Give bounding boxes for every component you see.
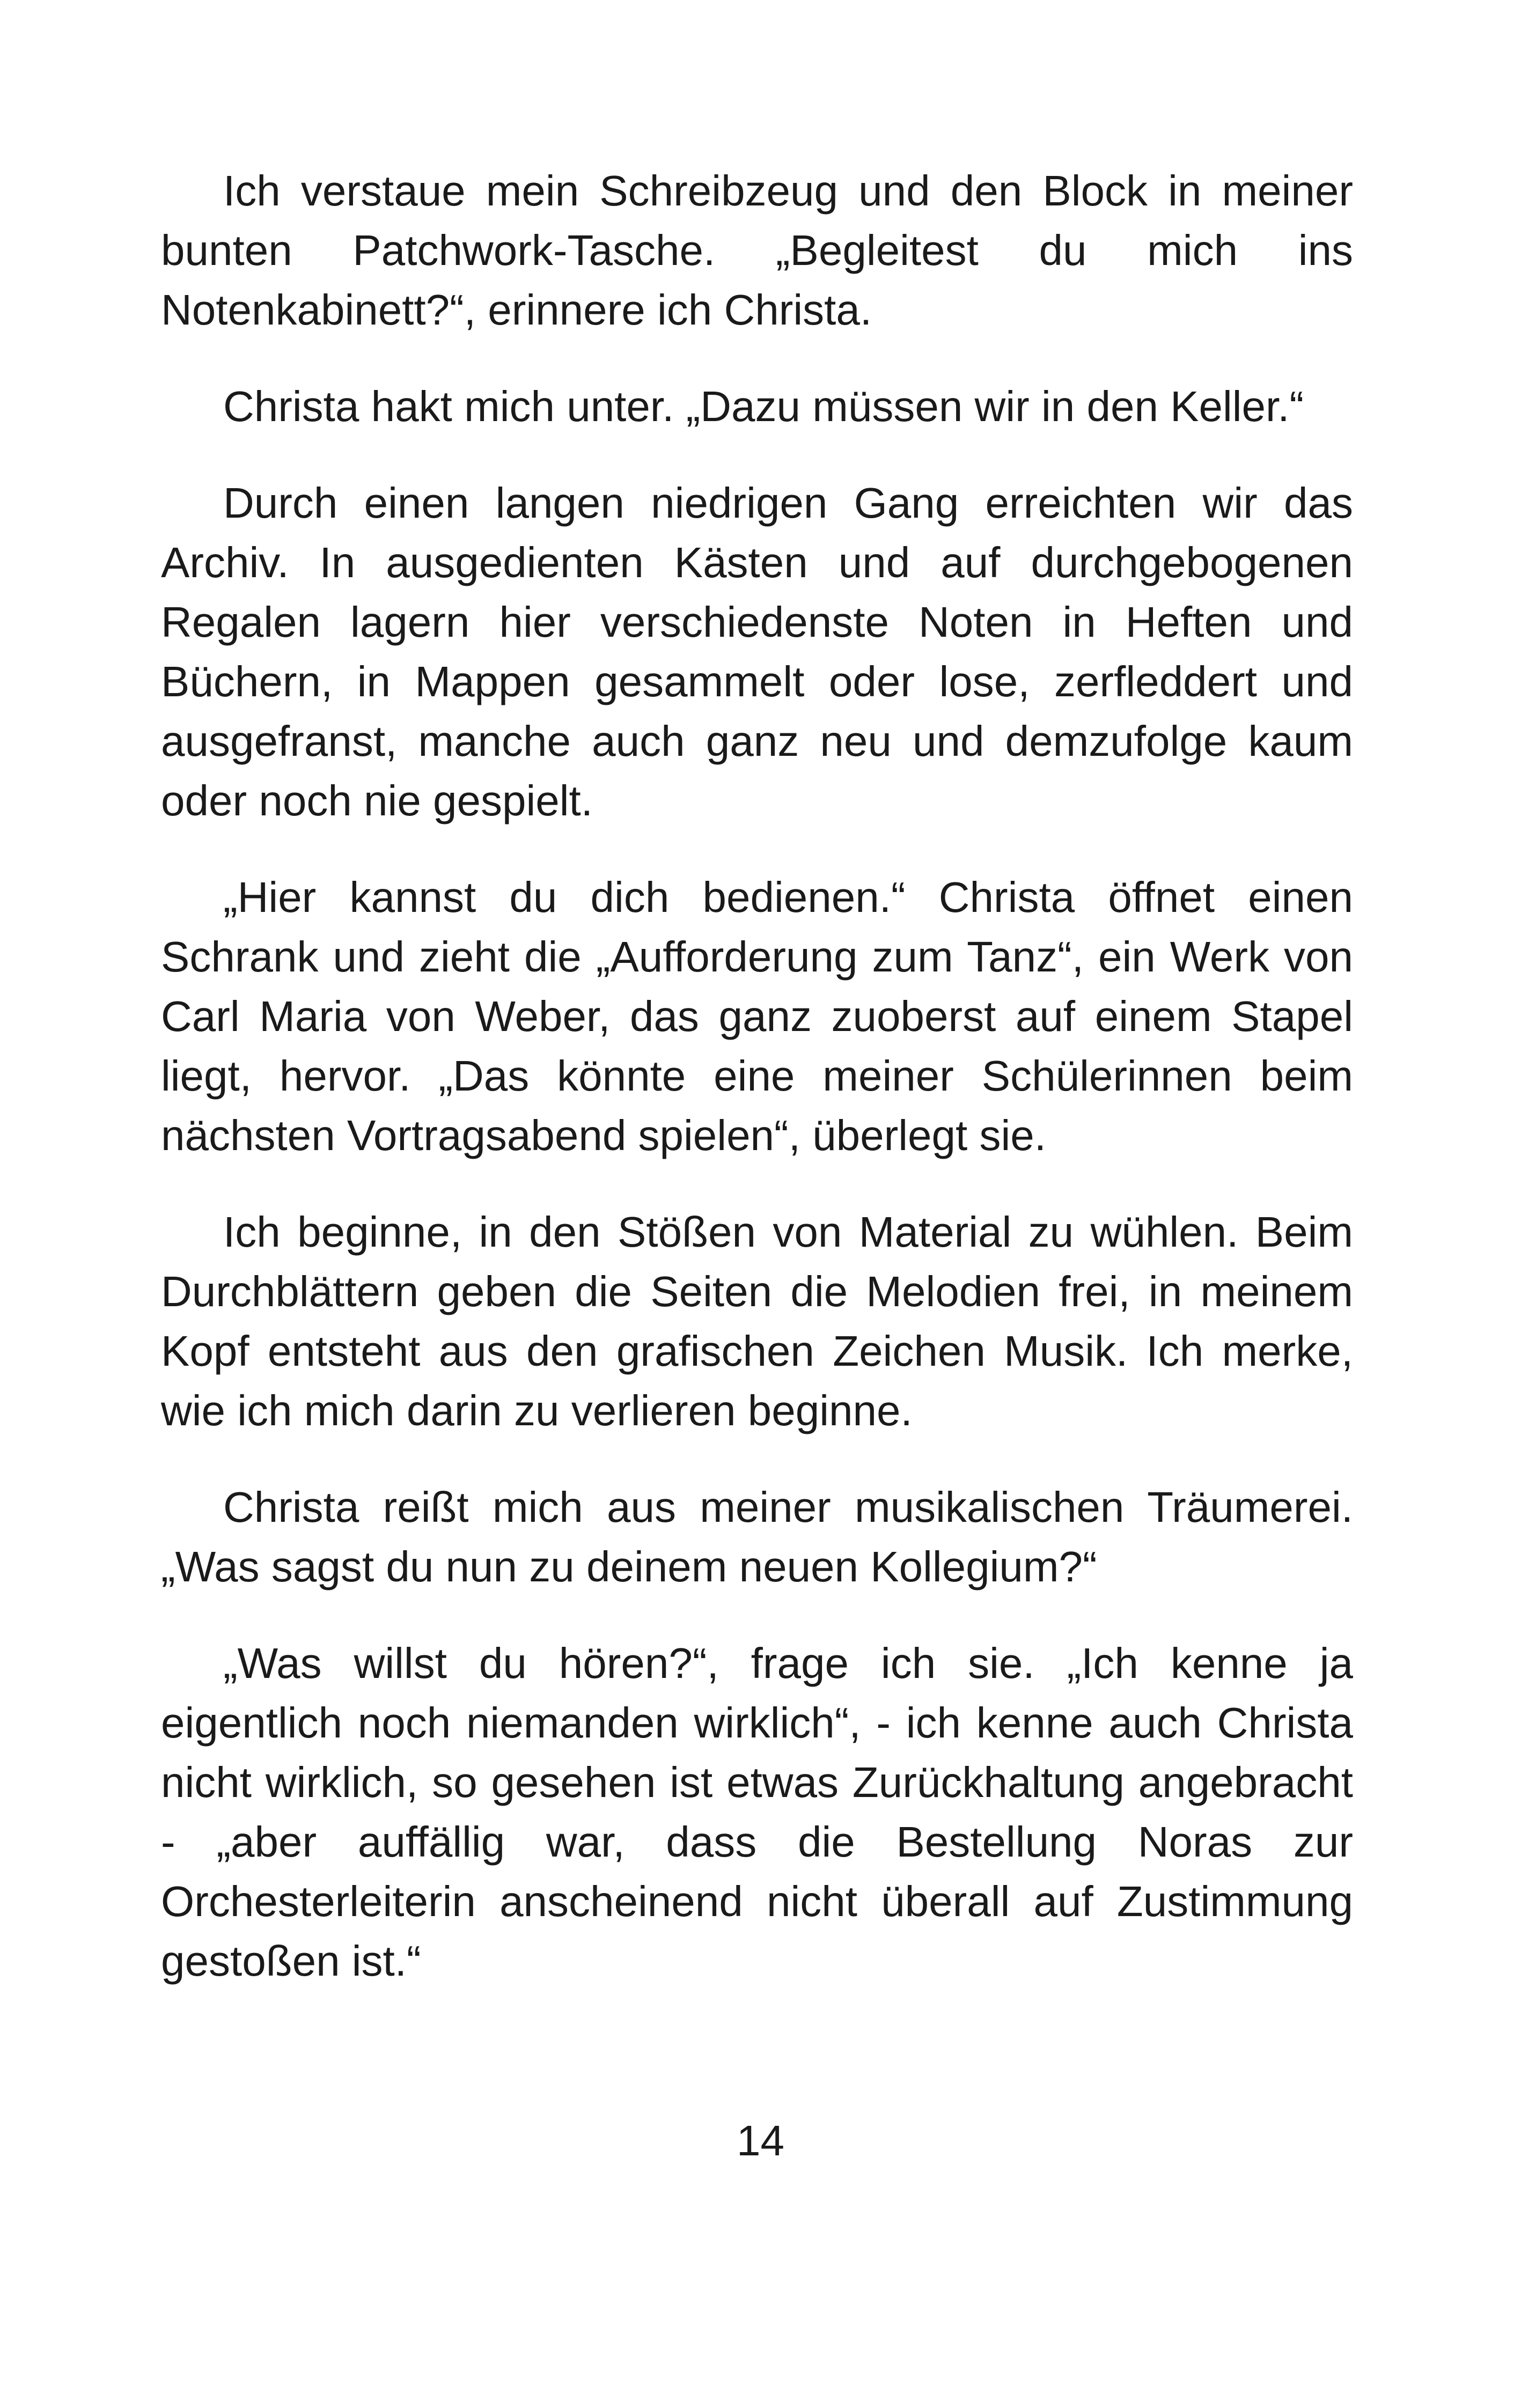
paragraph-7: „Was willst du hören?“, frage ich sie. „Ich kenne ja eigentlich noch niemanden wirklich“, - ich kenne auch Christa nicht wirklich, so gesehen ist etwas Zurückhaltung angebracht - „aber auffällig war, dass die Bestellung Noras zur Orchesterleiterin anscheinend nicht überall auf Zustimmung gestoßen ist.“ <box>161 1639 1353 1985</box>
page-number: 14 <box>737 2117 784 2164</box>
paragraph-4: „Hier kannst du dich bedienen.“ Christa öffnet einen Schrank und zieht die „Aufforderung zum Tanz“, ein Werk von Carl Maria von Weber, das ganz zuoberst auf einem Stapel liegt, hervor. „Das könnte eine meiner Schülerinnen beim nächsten Vortragsabend spielen“, überlegt sie. <box>161 873 1353 1159</box>
paragraph-6: Christa reißt mich aus meiner musikalischen Träumerei. „Was sagst du nun zu deinem neuen Kollegium?“ <box>161 1483 1353 1590</box>
body-text <box>161 161 1353 1991</box>
paragraph-3: Durch einen langen niedrigen Gang erreichten wir das Archiv. In ausgedienten Kästen und auf durchgebogenen Regalen lagern hier verschiedenste Noten in Heften und Büchern, in Mappen gesammelt oder lose, zerfleddert und ausgefranst, manche auch ganz neu und demzufolge kaum oder noch nie gespielt. <box>161 479 1353 824</box>
paragraph-1: Ich verstaue mein Schreibzeug und den Block in meiner bunten Patchwork-Tasche. „Begleitest du mich ins Notenkabinett?“, erinnere ich Christa. <box>161 167 1353 334</box>
paragraph-5: Ich beginne, in den Stößen von Material zu wühlen. Beim Durchblättern geben die Seiten die Melodien frei, in meinem Kopf entsteht aus den grafischen Zeichen Musik. Ich merke, wie ich mich darin zu verlieren beginne. <box>161 1208 1353 1434</box>
paragraph-2: Christa hakt mich unter. „Dazu müssen wir in den Keller.“ <box>223 382 1304 430</box>
